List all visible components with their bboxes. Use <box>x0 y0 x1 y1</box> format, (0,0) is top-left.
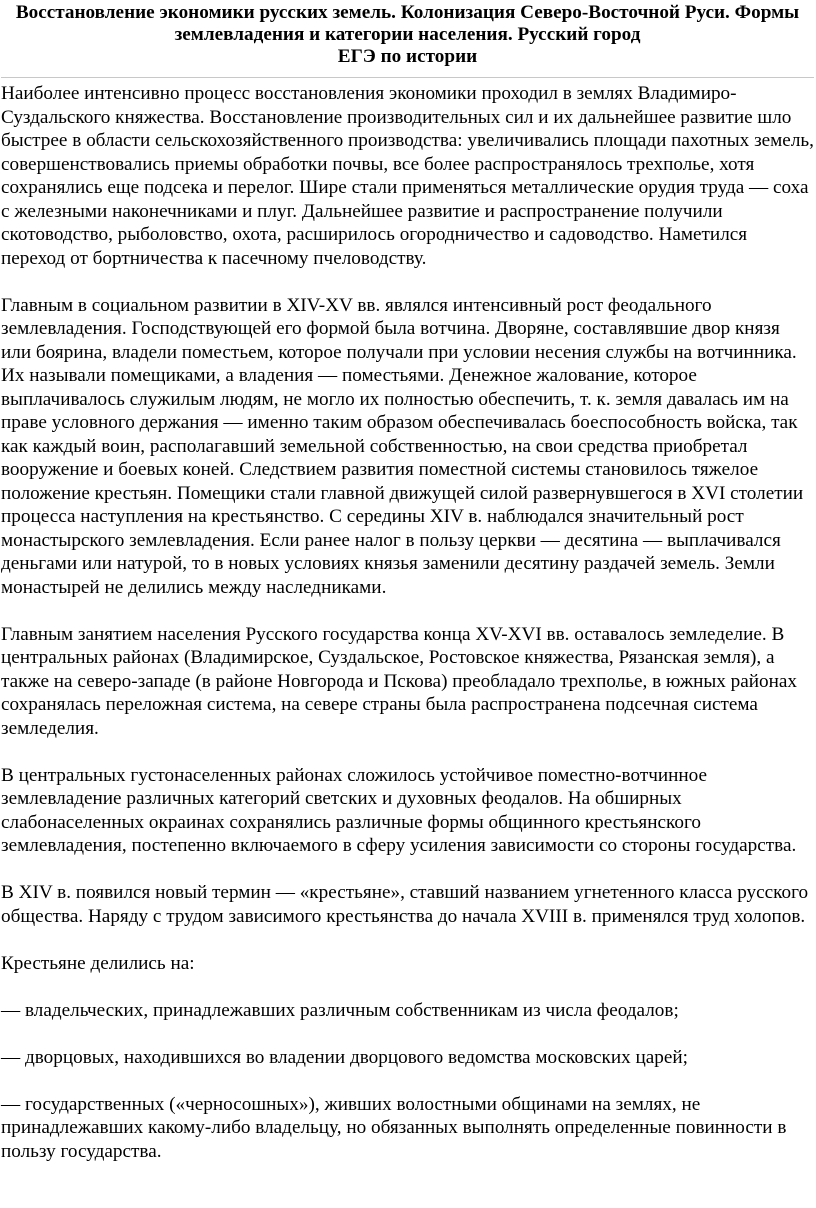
title-divider <box>1 77 814 78</box>
list-item-private-peasants: — владельческих, принадлежавших различным собственникам из числа феодалов; <box>1 999 679 1021</box>
title-line-3: ЕГЭ по истории <box>337 46 478 67</box>
list-item-palace-peasants: — дворцовых, находившихся во владении дворцового ведомства московских царей; <box>1 1046 688 1068</box>
title-line-2: землевладения и категории населения. Русский город <box>174 24 641 45</box>
paragraph-economy: Наиболее интенсивно процесс восстановления экономики проходил в землях Владимиро-Суздальского княжества. Восстановление производительных сил и их дальнейшее развитие шло быстрее в области сельскохозяйственного производства: увеличивались площади пахотных земель, совершенствовались приемы обработки почвы, все более распространялось трехполье, хотя сохранялись еще подсека и перелог. Шире стали применяться металлические орудия труда — соха с железными наконечниками и плуг. Дальнейшее развитие и распространение получили скотоводство, рыболовство, охота, расширилось огородничество и садоводство. Наметился переход от бортничества к пасечному пчеловодству. <box>1 83 814 269</box>
paragraph-peasant-categories-intro: Крестьяне делились на: <box>1 952 195 974</box>
paragraph-land-ownership: В центральных густонаселенных районах сложилось устойчивое поместно-вотчинное землевладение различных категорий светских и духовных феодалов. На обширных слабонаселенных окраинах сохранялись различные формы общинного крестьянского землевладения, постепенно включаемого в сферу усиления зависимости со стороны государства. <box>1 764 797 856</box>
title-line-1: Восстановление экономики русских земель. Колонизация Северо-Восточной Руси. Формы <box>15 2 800 23</box>
document-title <box>1 0 814 68</box>
paragraph-peasants-term: В XIV в. появился новый термин — «крестьяне», ставший названием угнетенного класса русского общества. Наряду с трудом зависимого крестьянства до начала XVIII в. применялся труд холопов. <box>1 882 809 927</box>
document-body <box>1 82 814 1163</box>
paragraph-social-development: Главным в социальном развитии в XIV-XV вв. являлся интенсивный рост феодального землевладения. Господствующей его формой была вотчина. Дворяне, составлявшие двор князя или боярина, владели поместьем, которое получали при условии несения службы на вотчинника. Их называли помещиками, а владения — поместьями. Денежное жалование, которое выплачивалось служилым людям, не могло их полностью обеспечить, т. к. земля давалась им на праве условного держания — именно таким образом обеспечивалась боеспособность войска, так как каждый воин, располагавший земельной собственностью, на свои средства приобретал вооружение и боевых коней. Следствием развития поместной системы становилось тяжелое положение крестьян. Помещики стали главной движущей силой развернувшегося в XVI столетии процесса наступления на крестьянство. С середины XIV в. наблюдался значительный рост монастырского землевладения. Если ранее налог в пользу церкви — десятина — выплачивался деньгами или натурой, то в новых условиях князья заменили десятину раздачей земель. Земли монастырей не делились между наследниками. <box>1 294 804 598</box>
list-item-state-peasants: — государственных («черносошных»), живших волостными общинами на землях, не принадлежавших какому-либо владельцу, но обязанных выполнять определенные повинности в пользу государства. <box>1 1093 787 1162</box>
paragraph-agriculture: Главным занятием населения Русского государства конца XV-XVI вв. оставалось земледелие. В центральных районах (Владимирское, Суздальское, Ростовское княжества, Рязанская земля), а также на северо-западе (в районе Новгорода и Пскова) преобладало трехполье, в южных районах сохранялась переложная система, на севере страны была распространена подсечная система земледелия. <box>1 623 798 739</box>
